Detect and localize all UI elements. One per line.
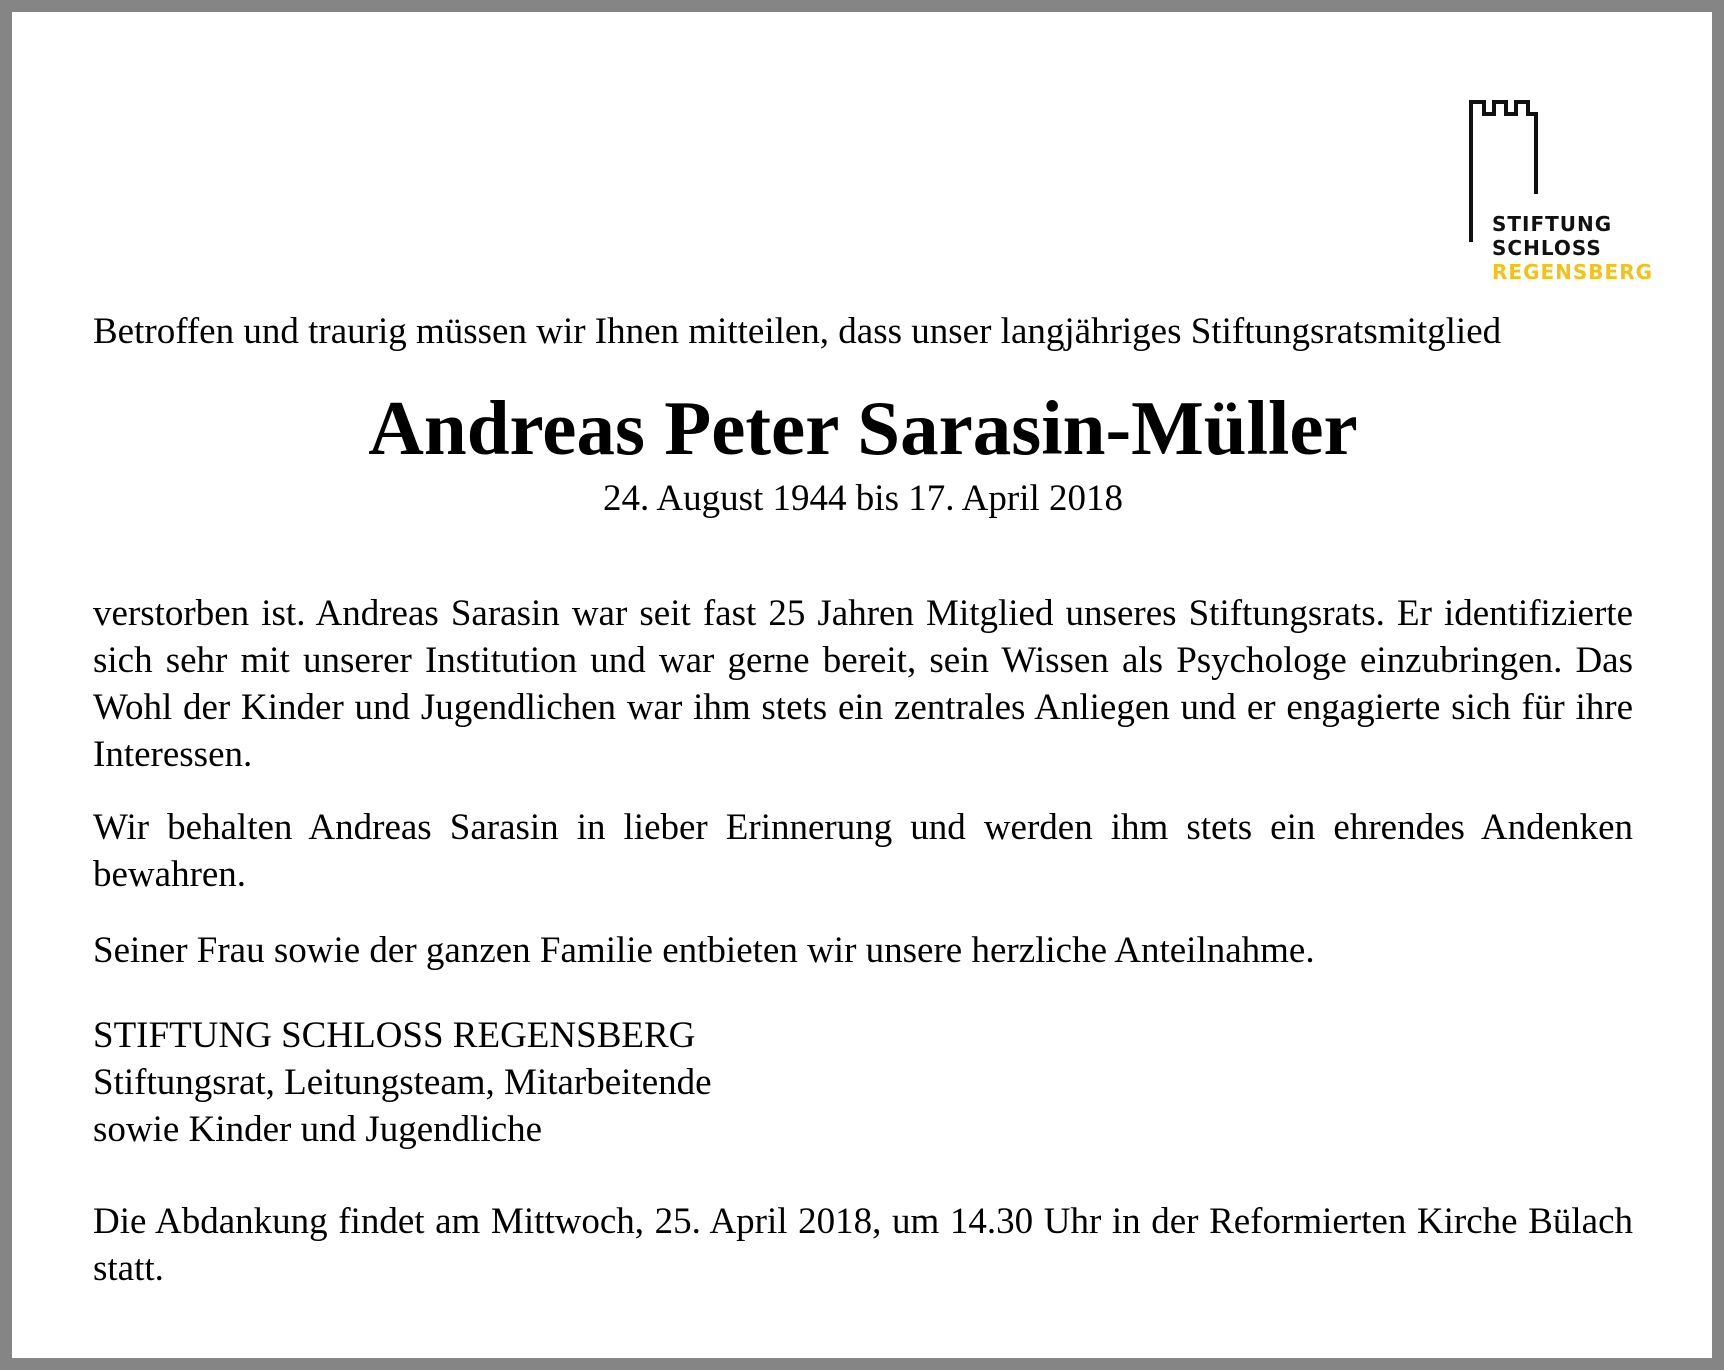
paragraph-remembrance: Wir behalten Andreas Sarasin in lieber Erinnerung und werden ihm stets ein ehrendes Andenken bewahren. xyxy=(93,807,1633,895)
logo-line-regensberg: REGENSBERG xyxy=(1492,260,1654,284)
signature-children: sowie Kinder und Jugendliche xyxy=(93,1109,543,1150)
deceased-name: Andreas Peter Sarasin-Müller xyxy=(368,385,1358,471)
signature-block xyxy=(93,1012,1633,1153)
logo-line-stiftung: STIFTUNG xyxy=(1492,212,1613,236)
intro-text: Betroffen und traurig müssen wir Ihnen mitteilen, dass unser langjähriges Stiftungsratsmitglied xyxy=(93,311,1502,352)
obituary-page xyxy=(12,12,1712,1358)
foundation-logo xyxy=(1454,94,1654,294)
logo-line-schloss: SCHLOSS xyxy=(1492,236,1602,260)
logo-text xyxy=(1492,212,1653,284)
signature-groups: Stiftungsrat, Leitungsteam, Mitarbeitende xyxy=(93,1062,712,1103)
signature-organization: STIFTUNG SCHLOSS REGENSBERG xyxy=(93,1015,696,1056)
paragraph-condolences: Seiner Frau sowie der ganzen Familie entbieten wir unsere herzliche Anteilnahme. xyxy=(93,930,1315,971)
paragraph-tribute: verstorben ist. Andreas Sarasin war seit fast 25 Jahren Mitglied unseres Stiftungsrats. Er identifizierte sich sehr mit unserer Institution und war gerne bereit, sein Wissen als Psychologe einzubringen. Das Wohl der Kinder und Jugendlichen war ihm stets ein zentrales Anliegen und er engagierte sich für ihre Interessen. xyxy=(93,593,1633,775)
funeral-notice: Die Abdankung findet am Mittwoch, 25. April 2018, um 14.30 Uhr in der Reformierten Kirche Bülach statt. xyxy=(93,1201,1633,1289)
life-dates: 24. August 1944 bis 17. April 2018 xyxy=(602,478,1124,519)
